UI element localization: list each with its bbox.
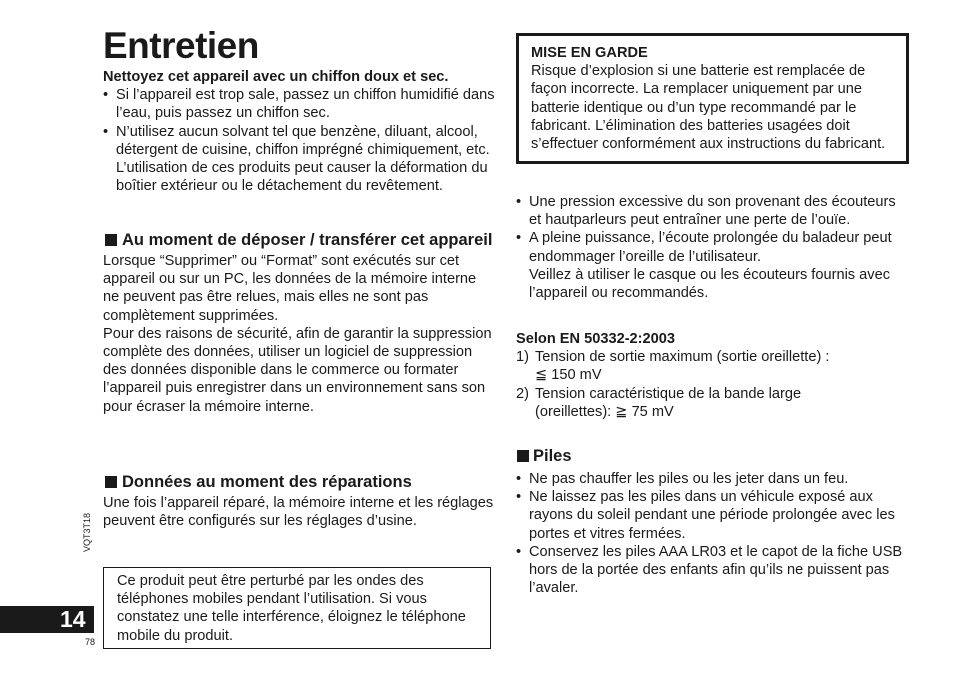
standard-section xyxy=(516,330,906,421)
section-transfer xyxy=(103,230,495,416)
list-item-extra: Veillez à utiliser le casque ou les écouteurs fournis avec l’appareil ou recommandés. xyxy=(529,266,890,302)
mobile-interference-notice: Ce produit peut être perturbé par les ondes des téléphones mobiles pendant l’utilisation. Si vous constatez une telle interférence, éloignez le téléphone mobile du produit. xyxy=(103,567,491,649)
list-item: • A pleine puissance, l’écoute prolongée du baladeur peut endommager l’oreille de l’utilisateur. Veillez à utiliser le casque ou les écouteurs fournis avec l’appareil ou recommandés. xyxy=(516,229,906,302)
list-item: 1) Tension de sortie maximum (sortie oreillette) : ≦ 150 mV xyxy=(516,349,830,384)
caution-text: Risque d’explosion si une batterie est remplacée de façon incorrecte. La remplacer uniquement par une batterie identique ou d’un type recommandé par le fabricant. L’élimination des batteries usagées doit s’effectuer conformément aux instructions du fabricant. xyxy=(531,63,886,153)
list-item: • Une pression excessive du son provenant des écouteurs et hautparleurs peut entraîner une perte de l’ouïe. xyxy=(516,193,906,229)
standard-heading: Selon EN 50332-2:2003 xyxy=(516,331,675,347)
square-bullet-icon xyxy=(105,234,117,246)
paragraph: Lorsque “Supprimer” ou “Format” sont exécutés sur cet appareil ou sur un PC, les données de la mémoire interne ne peuvent pas être relues, mais elles ne sont pas complètement supprimées. xyxy=(103,253,477,324)
paragraph: Pour des raisons de sécurité, afin de garantir la suppression complète des données, utiliser un logiciel de suppression des données disponible dans le commerce ou formater l’appareil puis enregistrer dans un environnement sans son pour écraser la mémoire interne. xyxy=(103,325,492,415)
list-item: • Ne pas chauffer les piles ou les jeter dans un feu. xyxy=(516,470,906,488)
square-bullet-icon xyxy=(105,476,117,488)
left-intro xyxy=(103,68,495,195)
cleaning-lead: Nettoyez cet appareil avec un chiffon doux et sec. xyxy=(103,69,449,85)
section-heading: Données au moment des réparations xyxy=(103,472,495,492)
section-heading: Piles xyxy=(516,446,906,466)
page-title: Entretien xyxy=(103,25,259,66)
battery-caution-box xyxy=(516,33,909,164)
section-piles xyxy=(516,446,906,597)
list-item: • Ne laissez pas les piles dans un véhicule exposé aux rayons du soleil pendant une période prolongée avec les portes et vitres fermées. xyxy=(516,488,906,543)
paragraph: Une fois l’appareil réparé, la mémoire interne et les réglages peuvent être configurés sur les réglages d’usine. xyxy=(103,495,494,530)
doc-code: VQT3T18 xyxy=(82,512,92,552)
square-bullet-icon xyxy=(517,450,529,462)
list-item: • N’utilisez aucun solvant tel que benzène, diluant, alcool, détergent de cuisine, chiffon imprégné chimiquement, etc. L’utilisation de ces produits peut causer la déformation du boîtier extérieur ou le détachement du revêtement. xyxy=(103,123,495,196)
list-item: 2) Tension caractéristique de la bande large (oreillettes): ≧ 75 mV xyxy=(516,385,802,420)
page-number: 14 xyxy=(60,606,86,632)
section-heading: Au moment de déposer / transférer cet appareil xyxy=(103,230,495,250)
list-item: • Si l’appareil est trop sale, passez un chiffon humidifié dans l’eau, puis passez un chiffon sec. xyxy=(103,86,495,122)
list-item: • Conservez les piles AAA LR03 et le capot de la fiche USB hors de la portée des enfants afin qu’ils ne puissent pas l’avaler. xyxy=(516,543,906,598)
sub-page-number: 78 xyxy=(85,637,96,647)
section-repair xyxy=(103,472,495,530)
caution-title: MISE EN GARDE xyxy=(531,45,648,61)
hearing-warnings xyxy=(516,193,906,302)
